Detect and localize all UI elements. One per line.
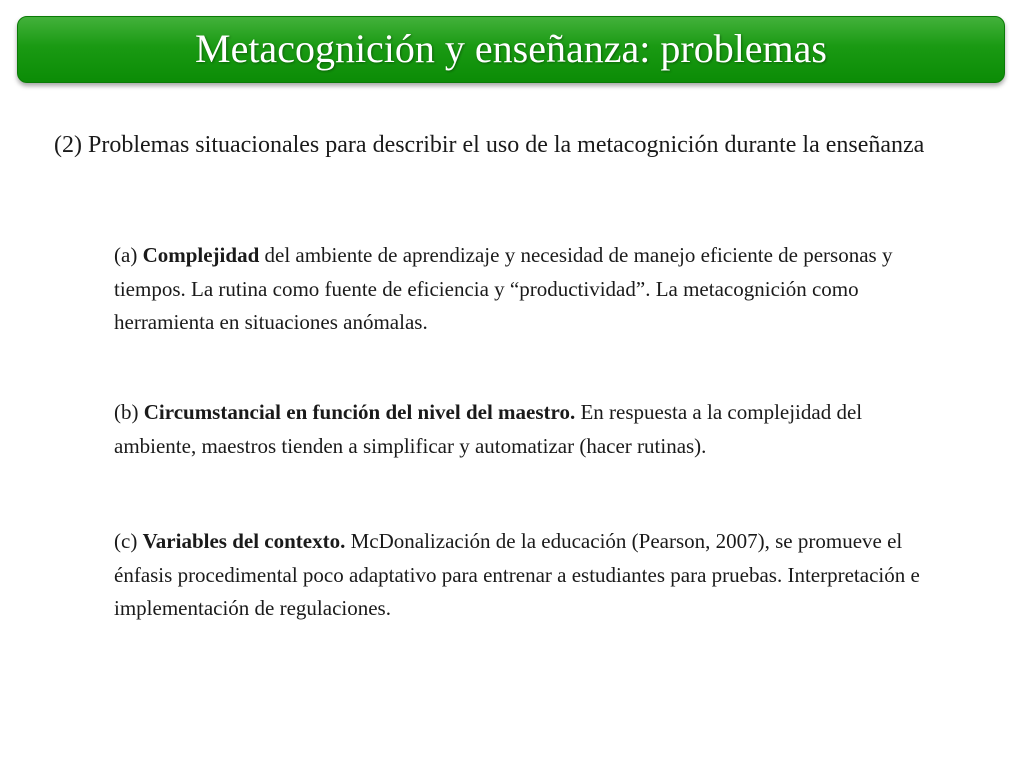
intro-paragraph: (2) Problemas situacionales para describir el uso de la metacognición durante la enseñanza — [54, 132, 925, 158]
list-item-a — [114, 239, 934, 340]
item-text: En respuesta a la complejidad del ambiente, maestros tienden a simplificar y automatizar (hacer rutinas). — [114, 400, 863, 458]
item-prefix: (b) — [114, 400, 144, 424]
list-item-b — [114, 396, 934, 463]
item-text: del ambiente de aprendizaje y necesidad de manejo eficiente de personas y tiempos. La rutina como fuente de eficiencia y “productividad”. La metacognición como herramienta en situaciones anómalas. — [114, 243, 893, 334]
slide-title: Metacognición y enseñanza: problemas — [195, 25, 827, 71]
item-bold-term: Circumstancial en función del nivel del maestro. — [143, 400, 576, 424]
item-bold-term: Variables del contexto. — [142, 529, 346, 553]
item-bold-term: Complejidad — [142, 243, 260, 267]
list-item-c — [114, 525, 934, 626]
title-bar — [17, 16, 1005, 83]
item-prefix: (a) — [114, 243, 143, 267]
item-text: McDonalización de la educación (Pearson, 2007), se promueve el énfasis procedimental poco adaptativo para entrenar a estudiantes para pruebas. Interpretación e implementación de regulaciones. — [114, 529, 920, 620]
item-prefix: (c) — [114, 529, 143, 553]
